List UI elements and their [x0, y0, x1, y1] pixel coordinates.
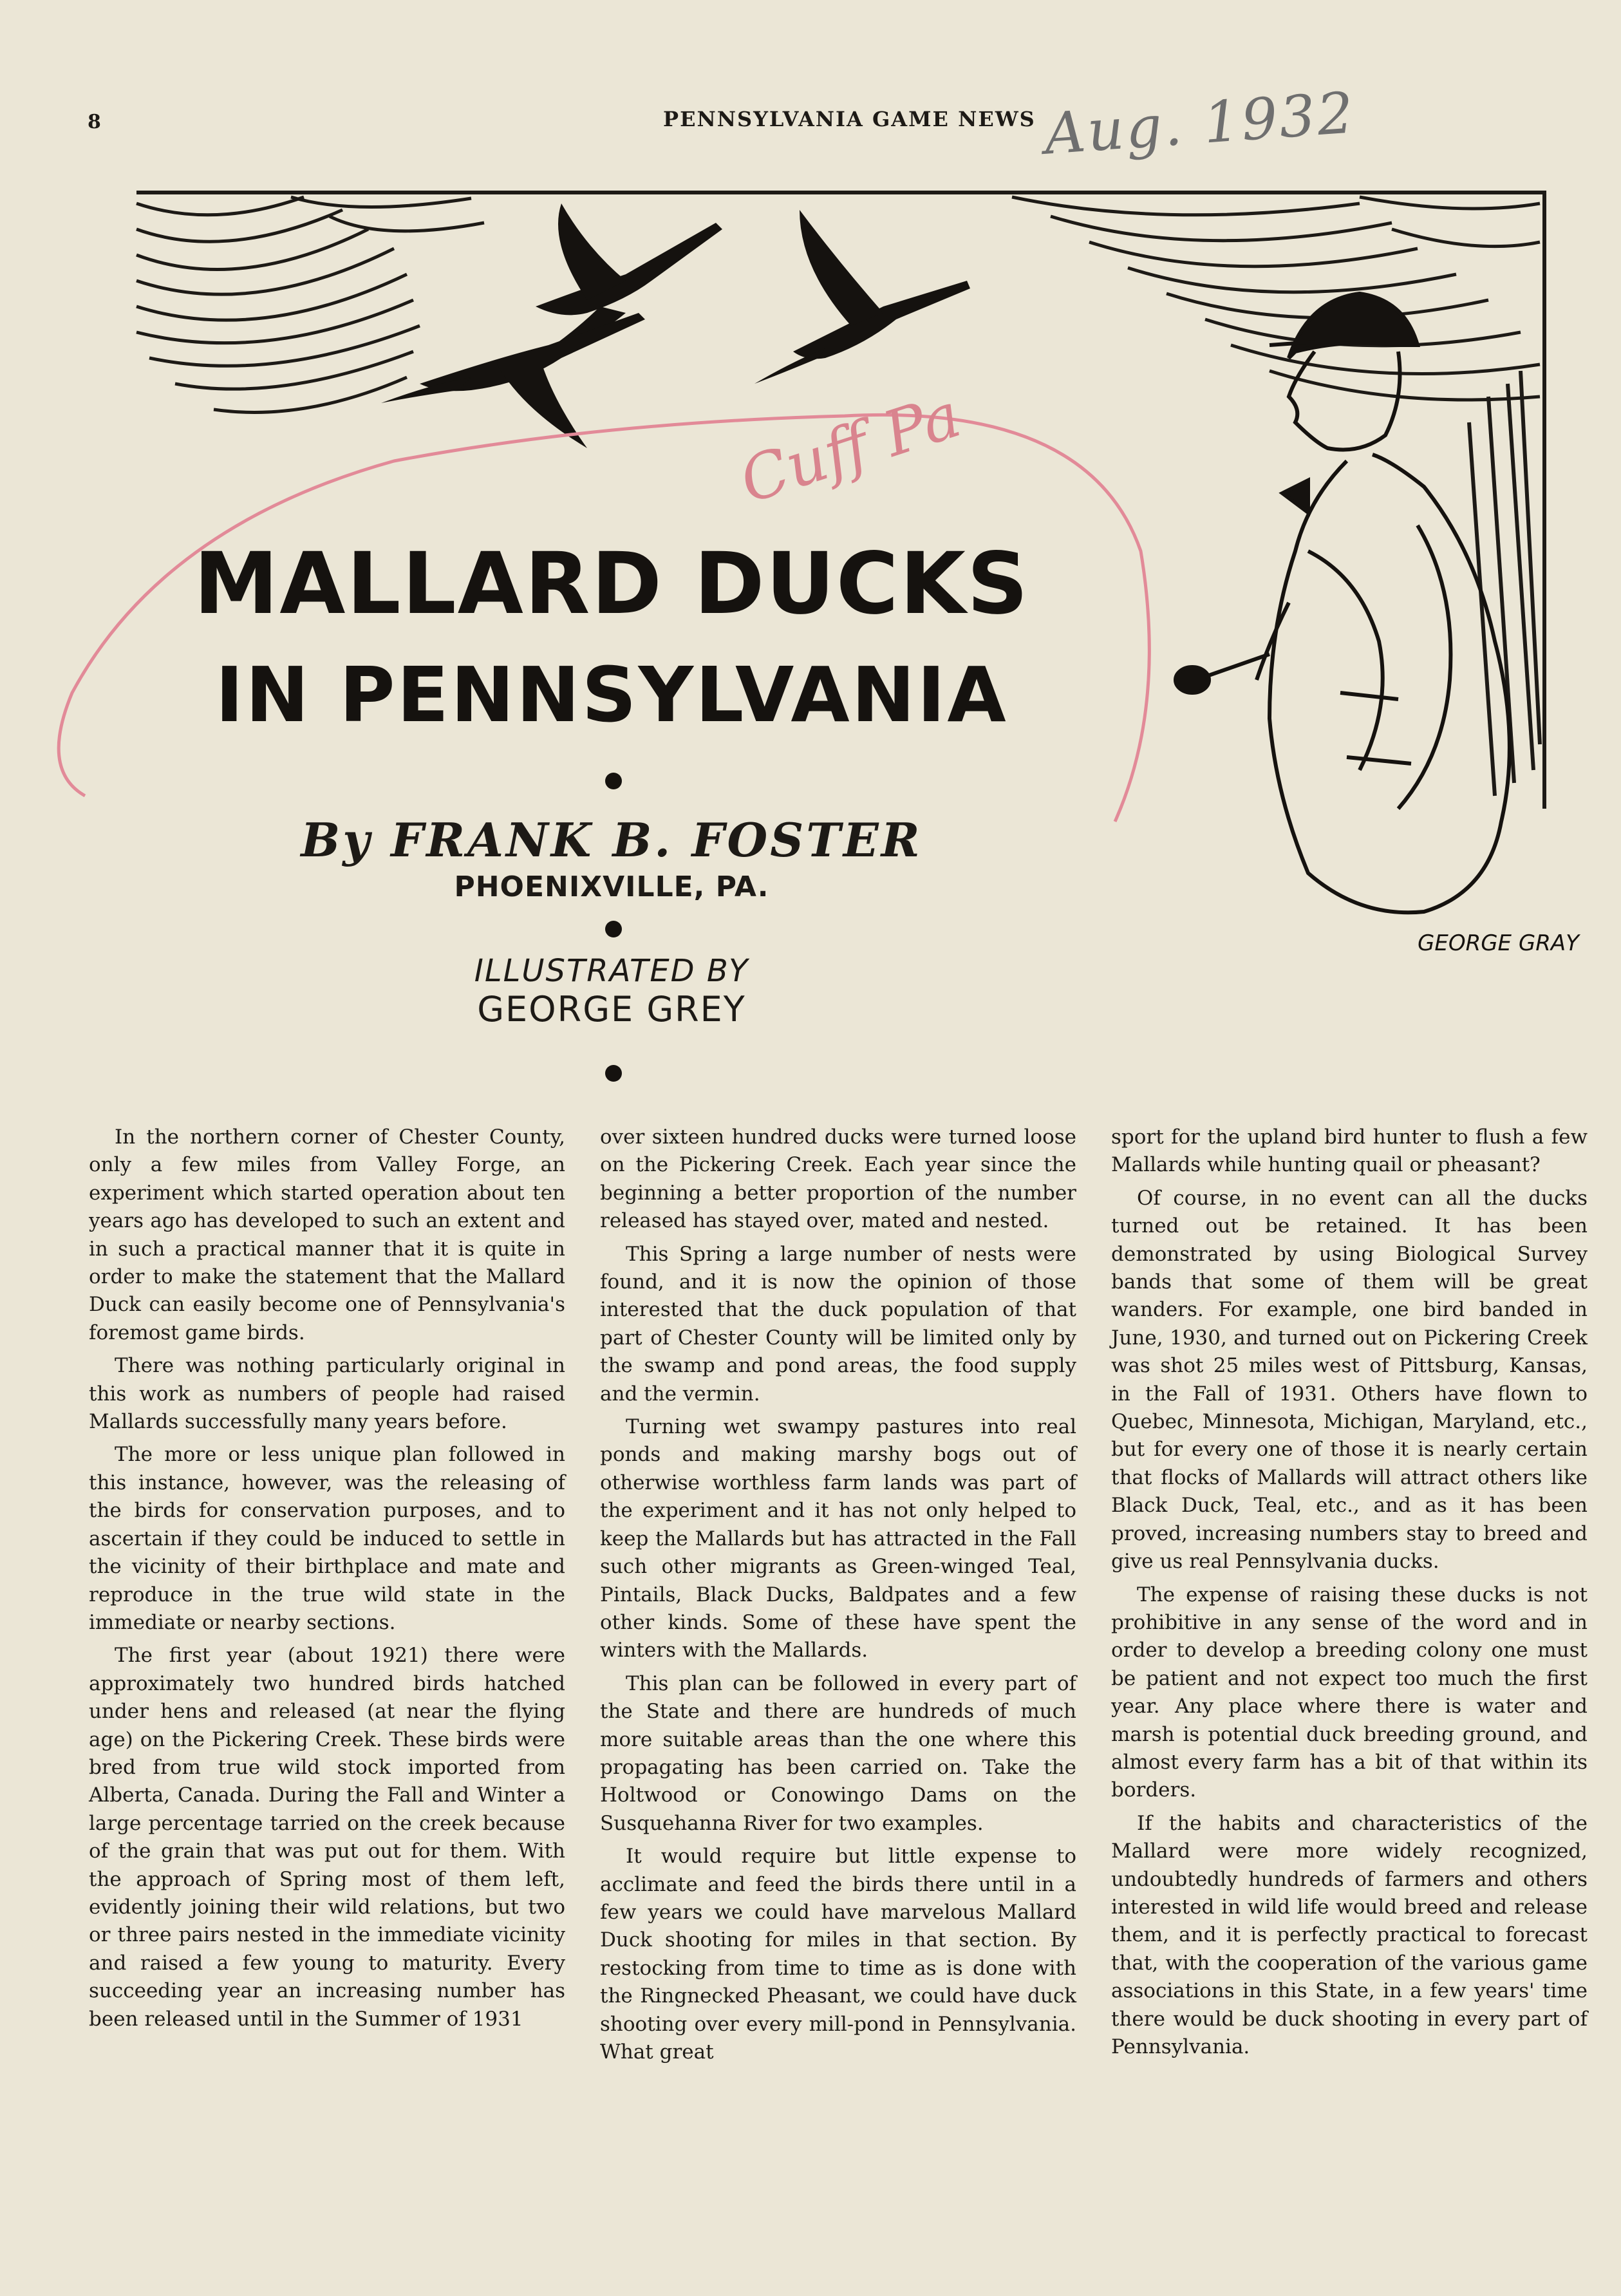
handwritten-date: Aug. 1932 [1042, 79, 1358, 167]
article-title-line1: MALLARD DUCKS [193, 534, 1030, 634]
article-column-3 [1111, 1124, 1588, 2066]
man-figure [1176, 294, 1510, 912]
paragraph: The first year (about 1921) there were approximately two hundred birds hatched under hens and released (at near the flying age) on the Pickering Creek. These birds were bred from true wild stock imported from Alberta, Canada. During the Fall and Winter a large percentage tarried on the creek because of the grain that was put out for them. With the approach of Spring most of them left, evidently joining their wild relations, but two or three pairs nested in the immediate vicinity and raised a few young to maturity. Every succeeding year an increasing number has been released until in the Summer of 1931 [89, 1644, 565, 2031]
illustrator-signature: GEORGE GRAY [1418, 930, 1579, 956]
illustrated-by-label: ILLUSTRATED BY [474, 953, 749, 989]
bullet-divider-1 [605, 773, 622, 789]
bullet-divider-3 [605, 1065, 622, 1082]
article-column-1 [89, 1124, 565, 2038]
byline: By FRANK B. FOSTER [301, 813, 923, 867]
paragraph: Of course, in no event can all the ducks turned out be retained. It has been demonstrated by using Biological Survey bands that some of them will be great wanders. For example, one bird banded in June, 1930, and turned out on Pickering Creek was shot 25 miles west of Pittsburg, Kansas, in the Fall of 1931. Others have flown to Quebec, Minnesota, Michigan, Maryland, etc., but for every one of those it is nearly certain that flocks of Mallards will attract others like Black Duck, Teal, etc., and as it has been proved, increasing numbers stay to breed and give us real Pennsylvania ducks. [1111, 1186, 1588, 1574]
duck-3 [754, 210, 970, 384]
pencil-markup-note: Cuff Pa [731, 379, 970, 518]
duck-1 [536, 203, 722, 358]
article-title-line2: IN PENNSYLVANIA [215, 650, 1008, 739]
illustration-top-border [136, 191, 1546, 194]
sky-hatching-right [1012, 197, 1540, 400]
running-head: PENNSYLVANIA GAME NEWS [663, 107, 1036, 131]
paragraph: In the northern corner of Chester County, only a few miles from Valley Forge, an experiment which started operation about ten years ago has developed to such an extent and in such a practical manner that it is quite in order to make the statement that the Mallard Duck can easily become one of Pennsylvania's foremost game birds. [89, 1125, 565, 1344]
location: PHOENIXVILLE, PA. [454, 870, 769, 903]
pipe-bowl [1176, 667, 1209, 693]
paragraph: sport for the upland bird hunter to flush a few Mallards while hunting quail or pheasant? [1111, 1125, 1588, 1177]
paragraph: There was nothing particularly original in this work as numbers of people had raised Mallards successfully many years before. [89, 1354, 565, 1434]
paragraph: This Spring a large number of nests were found, and it is now the opinion of those interested that the duck population of that part of Chester County will be limited only by the swamp and pond areas, the food supply and the vermin. [600, 1242, 1076, 1406]
illustration-right-border [1542, 191, 1546, 809]
paragraph: The more or less unique plan followed in this instance, however, was the releasing of the birds for conservation purposes, and to ascertain if they could be induced to settle in the vicinity of their birthplace and mate and reproduce in the true wild state in the immediate or nearby sections. [89, 1443, 565, 1634]
illustrator-name: GEORGE GREY [477, 989, 746, 1030]
paragraph: It would require but little expense to acclimate and feed the birds there until in a few years we could have marvelous Mallard Duck shooting for miles in that section. By restocking from time to time as is done with the Ringnecked Pheasant, we could have duck shooting over every mill-pond in Pennsylvania. What great [600, 1845, 1076, 2064]
paragraph: The expense of raising these ducks is not prohibitive in any sense of the word and in order to develop a breeding colony one must be patient and not expect too much the first year. Any place where there is water and marsh is potential duck breeding ground, and almost every farm has a bit of that within its borders. [1111, 1583, 1588, 1802]
page-number: 8 [88, 111, 101, 133]
duck-2 [381, 313, 645, 448]
paragraph: This plan can be followed in every part of the State and there are hundreds of much more suitable areas than the one where this propagating has been carried on. Take the Holtwood or Conowingo Dams on the Susquehanna River for two examples. [600, 1671, 1076, 1835]
paragraph: over sixteen hundred ducks were turned loose on the Pickering Creek. Each year since the beginning a better proportion of the number released has stayed over, mated and nested. [600, 1125, 1076, 1233]
article-column-2 [600, 1124, 1076, 2071]
paragraph: Turning wet swampy pastures into real ponds and making marshy bogs out of otherwise worthless farm lands was part of the experiment and it has not only helped to keep the Mallards but has attracted in the Fall such other migrants as Green-winged Teal, Pintails, Black Ducks, Baldpates and a few other kinds. Some of these have spent the winters with the Mallards. [600, 1415, 1076, 1662]
paragraph: If the habits and characteristics of the Mallard were more widely recognized, undoubtedly hundreds of farmers and others interested in wild life would breed and release them, and it is perfectly practical to forecast that, with the cooperation of the various game associations in this State, in a few years' time there would be duck shooting in every part of Pennsylvania. [1111, 1811, 1588, 2058]
bullet-divider-2 [605, 921, 622, 937]
